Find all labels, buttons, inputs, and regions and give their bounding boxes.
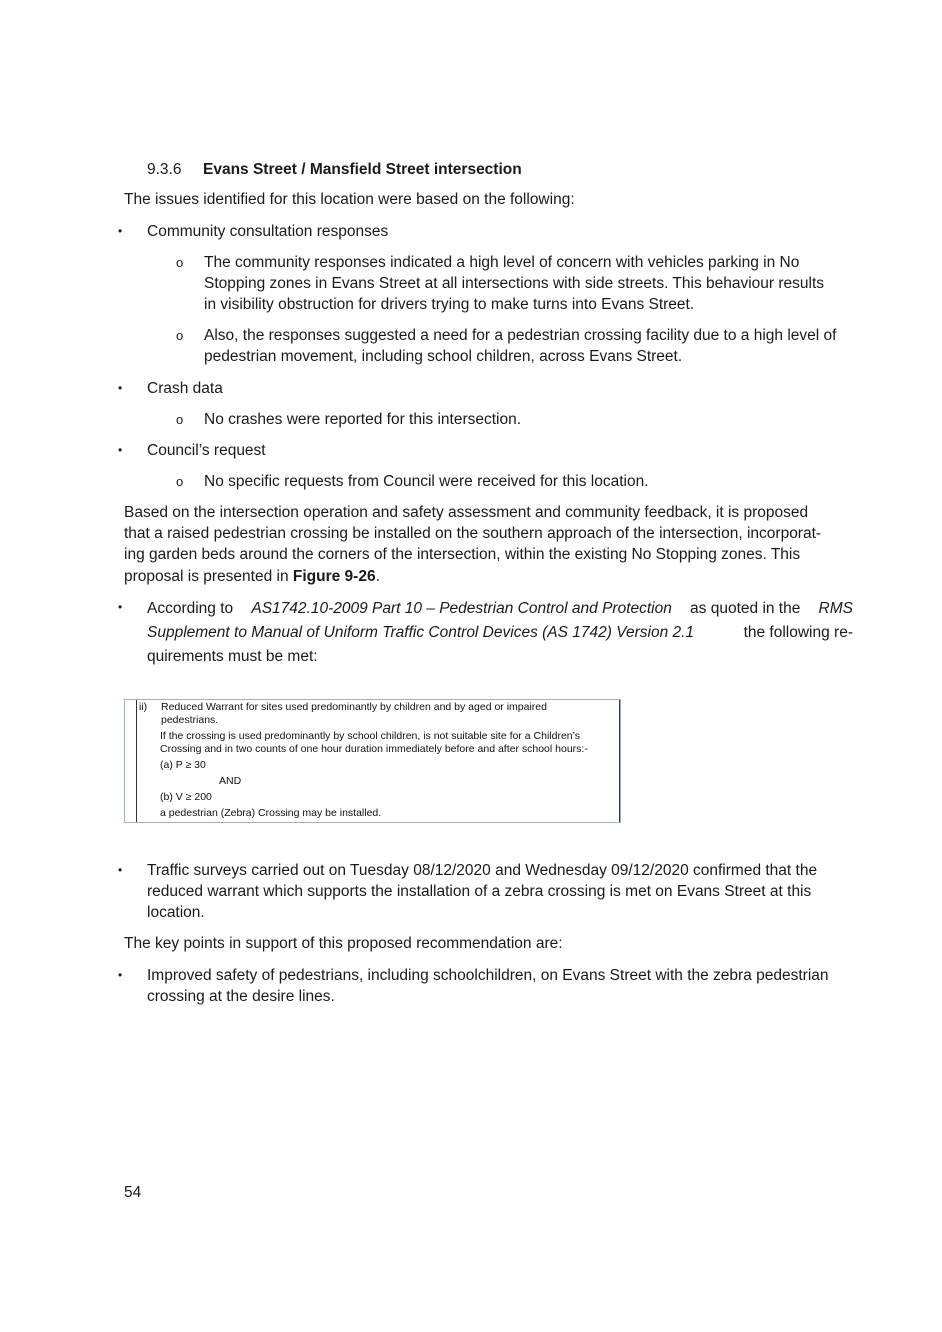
key-points-intro: The key points in support of this proposed recommendation are: xyxy=(124,935,563,952)
according-line-3: quirements must be met: xyxy=(147,648,318,665)
sub-item-line: pedestrian movement, including school children, across Evans Street. xyxy=(204,348,683,365)
traffic-surveys-line: Traffic surveys carried out on Tuesday 08/12/2020 and Wednesday 09/12/2020 confirmed that the xyxy=(147,862,818,879)
proposal-last-line xyxy=(124,566,380,587)
figure-line: pedestrians. xyxy=(161,714,219,726)
sub-item-line: No specific requests from Council were received for this location. xyxy=(204,473,649,490)
bullet-councils-request: Council’s request xyxy=(147,442,266,459)
traffic-surveys-line: location. xyxy=(147,904,205,921)
bullet-icon: • xyxy=(118,863,123,877)
figure-condition-a: (a) P ≥ 30 xyxy=(160,759,206,771)
figure-line: If the crossing is used predominantly by school children, is not suitable site for a Children’s xyxy=(160,730,581,742)
proposal-end: . xyxy=(375,568,380,585)
figure-condition-b: (b) V ≥ 200 xyxy=(160,791,212,803)
intro-paragraph: The issues identified for this location were based on the following: xyxy=(124,191,575,208)
proposal-line: ing garden beds around the corners of the intersection, within the existing No Stopping zones. This xyxy=(124,546,801,563)
page-number: 54 xyxy=(124,1184,142,1201)
bullet-icon: • xyxy=(118,443,123,457)
standard-reference: AS1742.10-2009 Part 10 – Pedestrian Control and Protection xyxy=(251,600,672,617)
bullet-icon: • xyxy=(118,968,123,982)
sub-item-line: No crashes were reported for this intersection. xyxy=(204,411,522,428)
according-paragraph xyxy=(147,597,853,669)
bullet-icon: • xyxy=(118,224,123,238)
bullet-crash-data: Crash data xyxy=(147,380,223,397)
rms-reference: RMS xyxy=(818,600,853,617)
proposal-line: Based on the intersection operation and safety assessment and community feedback, it is proposed xyxy=(124,504,809,521)
warrant-figure-frame xyxy=(136,700,620,822)
bullet-community-consultation: Community consultation responses xyxy=(147,223,389,240)
figure-and: AND xyxy=(219,775,242,787)
according-line-2 xyxy=(147,621,853,645)
sub-item-line: The community responses indicated a high level of concern with vehicles parking in No xyxy=(204,254,800,271)
sub-item-line: Also, the responses suggested a need for a pedestrian crossing facility due to a high level of xyxy=(204,327,837,344)
figure-conclusion: a pedestrian (Zebra) Crossing may be installed. xyxy=(160,807,382,819)
section-number: 9.3.6 xyxy=(147,161,182,178)
sub-bullet-icon: o xyxy=(176,255,184,270)
figure-line: Reduced Warrant for sites used predominantly by children and by aged or impaired xyxy=(161,701,547,713)
figure-marker: ii) xyxy=(139,701,148,713)
traffic-surveys-line: reduced warrant which supports the installation of a zebra crossing is met on Evans Street at this xyxy=(147,883,812,900)
section-title: Evans Street / Mansfield Street intersection xyxy=(203,161,522,178)
according-text: as quoted in the xyxy=(690,600,801,617)
sub-bullet-icon: o xyxy=(176,474,184,489)
key-point-line: Improved safety of pedestrians, including schoolchildren, on Evans Street with the zebra pedestrian xyxy=(147,967,829,984)
bullet-icon: • xyxy=(118,600,123,614)
warrant-figure xyxy=(124,699,621,823)
proposal-text: proposal is presented in xyxy=(124,568,293,585)
sub-item-line: Stopping zones in Evans Street at all intersections with side streets. This behaviour results xyxy=(204,275,825,292)
sub-item-line: in visibility obstruction for drivers trying to make turns into Evans Street. xyxy=(204,296,695,313)
supplement-reference: Supplement to Manual of Uniform Traffic Control Devices (AS 1742) Version 2.1 xyxy=(147,624,695,641)
proposal-line: that a raised pedestrian crossing be installed on the southern approach of the intersection, incorporat- xyxy=(124,525,822,542)
according-text: According to xyxy=(147,600,234,617)
key-point-line: crossing at the desire lines. xyxy=(147,988,335,1005)
figure-line: Crossing and in two counts of one hour duration immediately before and after school hours:- xyxy=(160,743,588,755)
figure-reference: Figure 9-26 xyxy=(292,568,376,585)
sub-bullet-icon: o xyxy=(176,328,184,343)
sub-bullet-icon: o xyxy=(176,412,184,427)
according-text: the following re- xyxy=(743,624,853,641)
bullet-icon: • xyxy=(118,381,123,395)
according-line-1 xyxy=(147,597,853,621)
